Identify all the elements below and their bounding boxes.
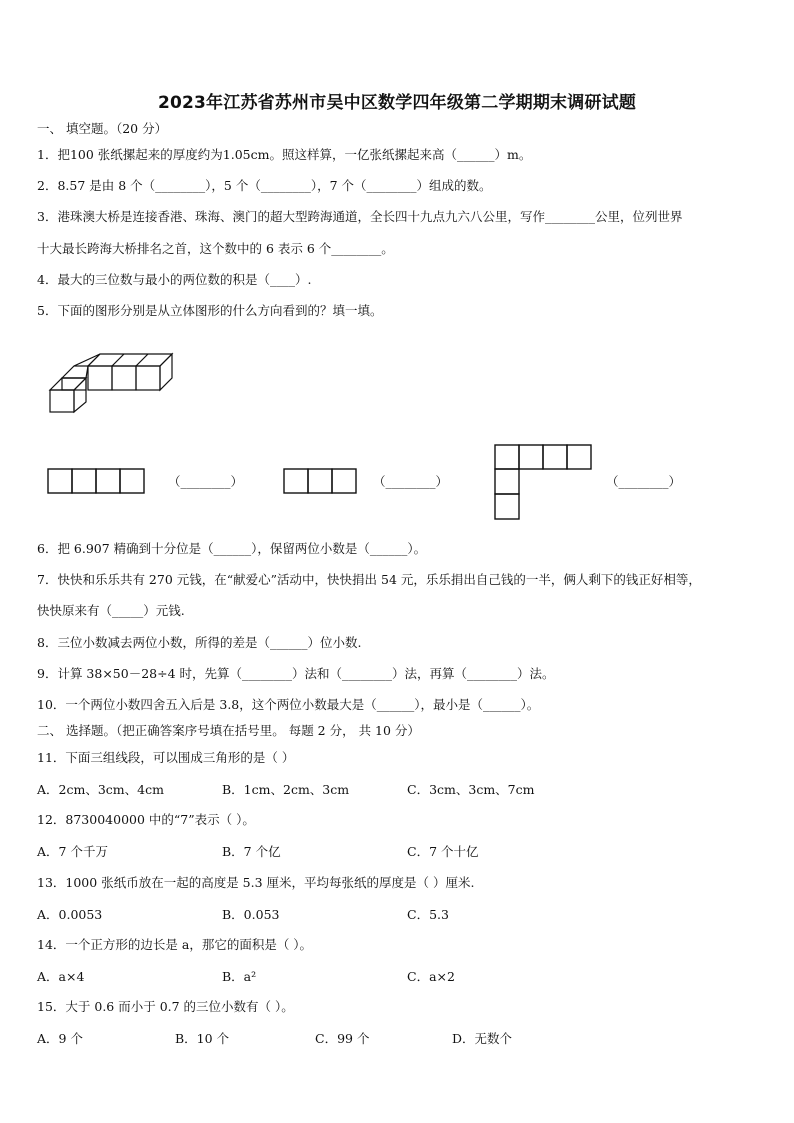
view-four-squares	[47, 468, 147, 494]
q14-option-c[interactable]: C．a×2	[407, 969, 455, 984]
q15-option-c[interactable]: C．99 个	[315, 1031, 370, 1046]
q15-option-a[interactable]: A．9 个	[37, 1031, 83, 1046]
view-3-answer-blank[interactable]: （________）	[606, 474, 682, 489]
cube-solid-figure	[46, 350, 176, 414]
question-7-line-2: 快快原来有（_____）元钱.	[37, 603, 185, 618]
question-13: 13．1000 张纸币放在一起的高度是 5.3 厘米，平均每张纸的厚度是（ ）厘米.	[37, 875, 475, 890]
q13-option-a[interactable]: A．0.0053	[37, 907, 103, 922]
question-11: 11．下面三组线段，可以围成三角形的是（ ）	[37, 750, 295, 765]
section-fill-in: 一、 填空题。（20 分）	[37, 121, 168, 136]
view-l-shape	[494, 444, 596, 522]
view-three-squares	[283, 468, 359, 494]
question-3-line-2: 十大最长跨海大桥排名之首，这个数中的 6 表示 6 个________。	[37, 241, 394, 256]
question-1: 1．把100 张纸摞起来的厚度约为1.05cm。照这样算，一亿张纸摞起来高（______）m。	[37, 147, 532, 162]
question-12: 12．8730040000 中的“7”表示（ ）。	[37, 812, 255, 827]
view-2-answer-blank[interactable]: （________）	[373, 474, 449, 489]
q11-option-b[interactable]: B．1cm、2cm、3cm	[222, 782, 350, 797]
q14-option-a[interactable]: A．a×4	[37, 969, 85, 984]
question-14: 14．一个正方形的边长是 a，那它的面积是（ ）。	[37, 937, 313, 952]
question-4: 4．最大的三位数与最小的两位数的积是（____）.	[37, 272, 312, 287]
question-6: 6．把 6.907 精确到十分位是（______），保留两位小数是（______）。	[37, 541, 427, 556]
question-15: 15．大于 0.6 而小于 0.7 的三位小数有（ ）。	[37, 999, 294, 1014]
question-10: 10．一个两位小数四舍五入后是 3.8，这个两位小数最大是（______），最小是（______）。	[37, 697, 540, 712]
question-9: 9．计算 38×50－28÷4 时，先算（________）法和（________）法，再算（________）法。	[37, 666, 555, 681]
q13-option-b[interactable]: B．0.053	[222, 907, 280, 922]
section-multiple-choice: 二、 选择题。（把正确答案序号填在括号里。 每题 2 分， 共 10 分）	[37, 723, 420, 738]
question-2: 2．8.57 是由 8 个（________），5 个（________），7 个（________）组成的数。	[37, 178, 492, 193]
q12-option-a[interactable]: A．7 个千万	[37, 844, 108, 859]
q11-option-c[interactable]: C．3cm、3cm、7cm	[407, 782, 535, 797]
q11-option-a[interactable]: A．2cm、3cm、4cm	[37, 782, 164, 797]
q13-option-c[interactable]: C．5.3	[407, 907, 449, 922]
q15-option-b[interactable]: B．10 个	[175, 1031, 230, 1046]
q12-option-b[interactable]: B．7 个亿	[222, 844, 281, 859]
q12-option-c[interactable]: C．7 个十亿	[407, 844, 479, 859]
page-title: 2023年江苏省苏州市吴中区数学四年级第二学期期末调研试题	[157, 93, 637, 113]
question-3-line-1: 3．港珠澳大桥是连接香港、珠海、澳门的超大型跨海通道，全长四十九点九六八公里，写作________公里，位列世界	[37, 209, 683, 224]
question-8: 8．三位小数减去两位小数，所得的差是（______）位小数.	[37, 635, 362, 650]
view-1-answer-blank[interactable]: （________）	[168, 474, 244, 489]
question-7-line-1: 7．快快和乐乐共有 270 元钱，在“献爱心”活动中，快快捐出 54 元，乐乐捐出自己钱的一半，俩人剩下的钱正好相等，	[37, 572, 701, 587]
question-5: 5．下面的图形分别是从立体图形的什么方向看到的？填一填。	[37, 303, 383, 318]
q15-option-d[interactable]: D．无数个	[452, 1031, 513, 1046]
q14-option-b[interactable]: B．a²	[222, 969, 257, 984]
